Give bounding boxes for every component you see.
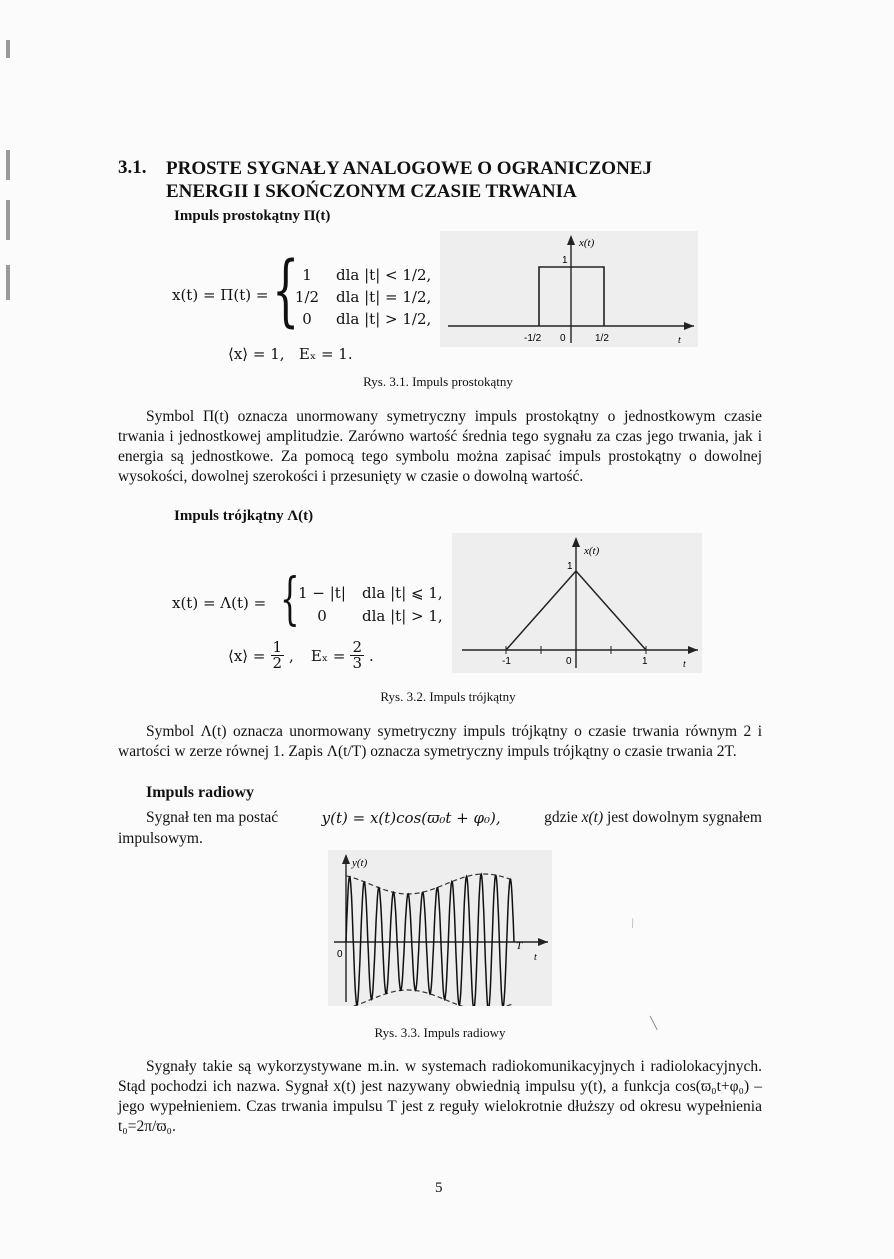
tri-plot-ylabel: x(t) — [584, 545, 600, 557]
tri-formula-lhs: x(t) = Λ(t) = — [172, 594, 267, 612]
tri-plot-xlabel: t — [683, 659, 686, 670]
rect-plot — [440, 231, 698, 347]
scan-edge-mark — [6, 200, 10, 240]
radio-formula: y(t) = x(t)cos(ϖ₀t + φ₀), — [321, 809, 501, 827]
scan-edge-mark — [6, 150, 10, 180]
rect-caption: Rys. 3.1. Impuls prostokątny — [363, 374, 513, 389]
section-number: 3.1. — [118, 157, 147, 178]
tri-period: . — [369, 646, 374, 665]
rect-case-value: 1/2 — [294, 288, 320, 306]
radio-intro-line — [146, 808, 762, 828]
scan-edge-mark — [6, 40, 10, 58]
rect-cases — [290, 264, 431, 330]
rect-plot-x0: 0 — [560, 333, 566, 344]
page-number: 5 — [435, 1180, 443, 1196]
tri-heading: Impuls trójkątny Λ(t) — [174, 508, 314, 524]
rect-plot-x-arrow — [684, 322, 694, 330]
radio-plot — [328, 850, 552, 1006]
tri-plot — [452, 533, 702, 673]
rect-brace: { — [272, 246, 300, 336]
tri-energy-lhs: Eₓ = — [310, 646, 346, 665]
rect-paragraph: Symbol Π(t) oznacza unormowany symetryczny impuls prostokątny o jednostkowym czasie trwania i jednostkowej amplitudzie. Zarówno wartość średnia tego sygnału za czas jego trwania, jak i energia są jednostkowe. Za pomocą tego symbolu można zapisać impuls prostokątny o dowolnej wysokości, dowolnej szerokości i przesunięty w czasie o dowolną wartość. — [118, 408, 762, 485]
rect-case-cond: dla |t| > 1/2, — [336, 310, 432, 328]
radio-caption: Rys. 3.3. Impuls radiowy — [374, 1025, 506, 1040]
rect-formula-lhs: x(t) = Π(t) = — [172, 286, 269, 304]
tri-case-value: 1 − |t| — [298, 584, 346, 602]
radio-plot-x0: 0 — [337, 949, 343, 960]
rect-case-cond: dla |t| = 1/2, — [336, 288, 432, 306]
tri-mean-den: 2 — [272, 654, 283, 672]
tri-paragraph: Symbol Λ(t) oznacza unormowany symetryczny impuls trójkątny o czasie trwania równym 2 i wartości w zerze równej 1. Zapis Λ(t/T) oznacza symetryczny impuls trójkątny o czasie trwania 2T. — [118, 723, 762, 760]
radio-intro-continuation: impulsowym. — [118, 830, 203, 847]
scan-smudge: ╲ — [650, 1016, 658, 1030]
tri-plot-y-arrow — [572, 537, 580, 547]
radio-plot-ylabel: y(t) — [352, 857, 368, 869]
radio-heading: Impuls radiowy — [146, 784, 255, 801]
radio-intro-before: Sygnał ten ma postać — [146, 809, 279, 826]
rect-stats: ⟨x⟩ = 1, Eₓ = 1. — [228, 345, 353, 363]
tri-mean-lhs: ⟨x⟩ = — [228, 646, 266, 665]
section-title-line1: PROSTE SYGNAŁY ANALOGOWE O OGRANICZONEJ — [166, 158, 652, 179]
tri-mean-num: 1 — [272, 638, 283, 656]
rect-case-cond: dla |t| < 1/2, — [336, 266, 432, 284]
radio-carrier-wave — [346, 874, 514, 1006]
tri-energy-num: 2 — [352, 638, 363, 656]
tri-energy-den: 3 — [352, 654, 363, 672]
radio-plot-xT: T — [516, 940, 523, 952]
rect-heading: Impuls prostokątny Π(t) — [174, 208, 331, 224]
radio-envelope-top — [346, 874, 514, 894]
tri-plot-xp: 1 — [642, 656, 648, 667]
rect-case-value: 1 — [302, 266, 312, 284]
tri-case-value: 0 — [317, 607, 327, 625]
tri-plot-x0: 0 — [566, 656, 572, 667]
tri-cases — [296, 582, 443, 628]
tri-case-cond: dla |t| ⩽ 1, — [362, 584, 443, 602]
tri-plot-xm: -1 — [502, 656, 511, 667]
tri-energy-fraction — [350, 640, 364, 671]
scan-smudge: ⁄ — [627, 916, 638, 930]
tri-brace: { — [280, 567, 300, 632]
radio-plot-y-arrow — [342, 854, 350, 864]
radio-paragraph: Sygnały takie są wykorzystywane m.in. w systemach radiokomunikacyjnych i radiolokacyjnych. Stąd pochodzi ich nazwa. Sygnał x(t) jest nazywany obwiednią impulsu y(t), a funkcja cos(ϖ₀t+φ₀) – jego wypełnieniem. Czas trwania impulsu T jest z reguły wielokrotnie dłuższy od okresu wypełnienia t₀=2π/ϖ₀. — [118, 1058, 762, 1135]
radio-plot-x-arrow — [538, 938, 548, 946]
rect-plot-y-arrow — [567, 235, 575, 245]
rect-case-value: 0 — [302, 310, 312, 328]
tri-caption: Rys. 3.2. Impuls trójkątny — [380, 689, 516, 704]
rect-plot-xlabel: t — [678, 335, 681, 346]
rect-plot-xp: 1/2 — [595, 333, 609, 344]
radio-intro-after-first: gdzie x(t) jest dowolnym sygnałem — [544, 809, 762, 826]
rect-plot-xm: -1/2 — [524, 333, 542, 344]
rect-plot-y1: 1 — [562, 255, 568, 266]
rect-plot-ylabel: x(t) — [579, 237, 595, 249]
tri-stats — [228, 640, 374, 671]
tri-comma: , — [289, 646, 294, 665]
tri-plot-x-arrow — [688, 646, 698, 654]
tri-case-cond: dla |t| > 1, — [362, 607, 443, 625]
section-title — [166, 157, 726, 203]
tri-mean-fraction — [271, 640, 285, 671]
tri-plot-y1: 1 — [567, 561, 573, 572]
scan-edge-mark — [6, 265, 10, 300]
section-title-line2: ENERGII I SKOŃCZONYM CZASIE TRWANIA — [166, 181, 577, 202]
radio-plot-xlabel: t — [534, 952, 537, 963]
